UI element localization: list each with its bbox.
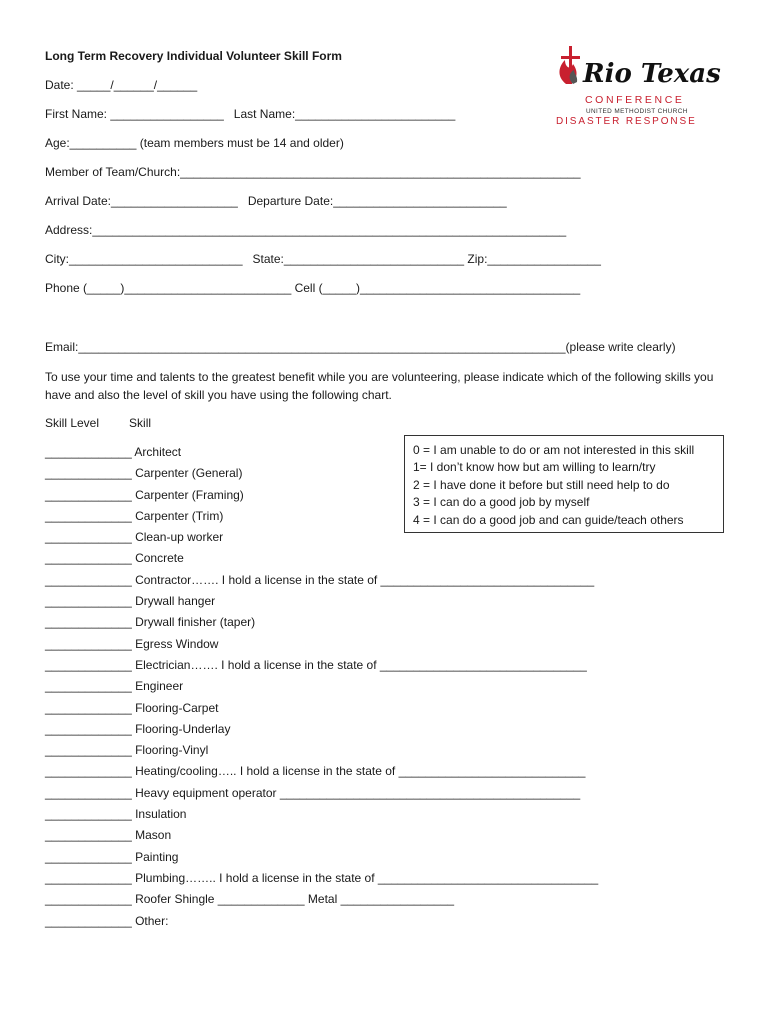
skill-row[interactable]: _____________ Roofer Shingle _____________ Metal _________________ (45, 892, 455, 907)
skill-row[interactable]: _____________ Contractor……. I hold a license in the state of ________________________________ (45, 572, 595, 587)
skill-row[interactable]: _____________ Drywall hanger (45, 594, 216, 609)
name-field-line[interactable]: First Name: _________________ Last Name:________________________ (45, 107, 456, 121)
skill-row[interactable]: _____________ Plumbing…….. I hold a license in the state of _________________________________ (45, 870, 599, 885)
skill-row[interactable]: _____________ Flooring-Underlay (45, 721, 231, 736)
skill-row[interactable]: _____________ Other: (45, 913, 169, 928)
skill-row[interactable]: _____________ Heating/cooling….. I hold a license in the state of ____________________________ (45, 764, 586, 779)
email-field-line[interactable]: Email:_________________________________________________________________________(please write clearly) (45, 340, 676, 354)
skill-row[interactable]: _____________ Engineer (45, 679, 184, 694)
skill-row[interactable]: _____________ Carpenter (General) (45, 466, 243, 481)
date-field-line[interactable]: Date: _____/______/______ (45, 78, 198, 92)
skill-column-header: Skill Level Skill (45, 416, 152, 430)
rio-texas-logo (553, 44, 725, 128)
skill-row[interactable]: _____________ Carpenter (Trim) (45, 508, 224, 523)
skill-row[interactable]: _____________ Insulation (45, 807, 187, 822)
skill-row[interactable]: _____________ Electrician……. I hold a license in the state of _______________________________ (45, 657, 587, 672)
legend-item: 1= I don’t know how but am willing to learn/try (413, 460, 656, 475)
member-field-line[interactable]: Member of Team/Church:____________________________________________________________ (45, 165, 581, 179)
legend-item: 2 = I have done it before but still need help to do (413, 477, 670, 492)
city-state-zip-line[interactable]: City:__________________________ State:___________________________ Zip:_________________ (45, 252, 601, 266)
logo-umc: UNITED METHODIST CHURCH (586, 108, 688, 115)
instructions-text: To use your time and talents to the greatest benefit while you are volunteering, please indicate which of the following skills you have and also the level of skill you have using the following chart. (45, 370, 714, 402)
arrival-departure-line[interactable]: Arrival Date:___________________ Departure Date:__________________________ (45, 194, 507, 208)
skill-row[interactable]: _____________ Drywall finisher (taper) (45, 615, 256, 630)
skill-row[interactable]: _____________ Egress Window (45, 636, 219, 651)
skill-row[interactable]: _____________ Flooring-Vinyl (45, 743, 209, 758)
skill-row[interactable]: _____________ Flooring-Carpet (45, 700, 219, 715)
skill-row[interactable]: _____________ Clean-up worker (45, 530, 224, 545)
legend-item: 3 = I can do a good job by myself (413, 495, 590, 510)
skill-row[interactable]: _____________ Concrete (45, 551, 184, 566)
skill-row[interactable]: _____________ Painting (45, 849, 179, 864)
skill-row[interactable]: _____________ Mason (45, 828, 172, 843)
legend-item: 0 = I am unable to do or am not interested in this skill (413, 443, 695, 457)
form-title: Long Term Recovery Individual Volunteer Skill Form (45, 49, 342, 63)
skill-list (45, 444, 598, 934)
skill-row[interactable]: _____________ Architect (45, 445, 182, 459)
legend-item: 4 = I can do a good job and can guide/teach others (413, 512, 684, 527)
skill-row[interactable]: _____________ Carpenter (Framing) (45, 487, 244, 502)
logo-conference: CONFERENCE (585, 94, 685, 106)
skill-row[interactable]: _____________ Heavy equipment operator _____________________________________________ (45, 785, 581, 800)
address-field-line[interactable]: Address:_______________________________________________________________________ (45, 223, 567, 237)
age-field-line[interactable]: Age:__________ (team members must be 14 and older) (45, 136, 344, 150)
logo-disaster-response: DISASTER RESPONSE (556, 116, 697, 127)
logo-script: Rio Texas (583, 59, 721, 89)
phone-cell-line[interactable]: Phone (_____)_________________________ Cell (_____)_________________________________ (45, 281, 581, 295)
